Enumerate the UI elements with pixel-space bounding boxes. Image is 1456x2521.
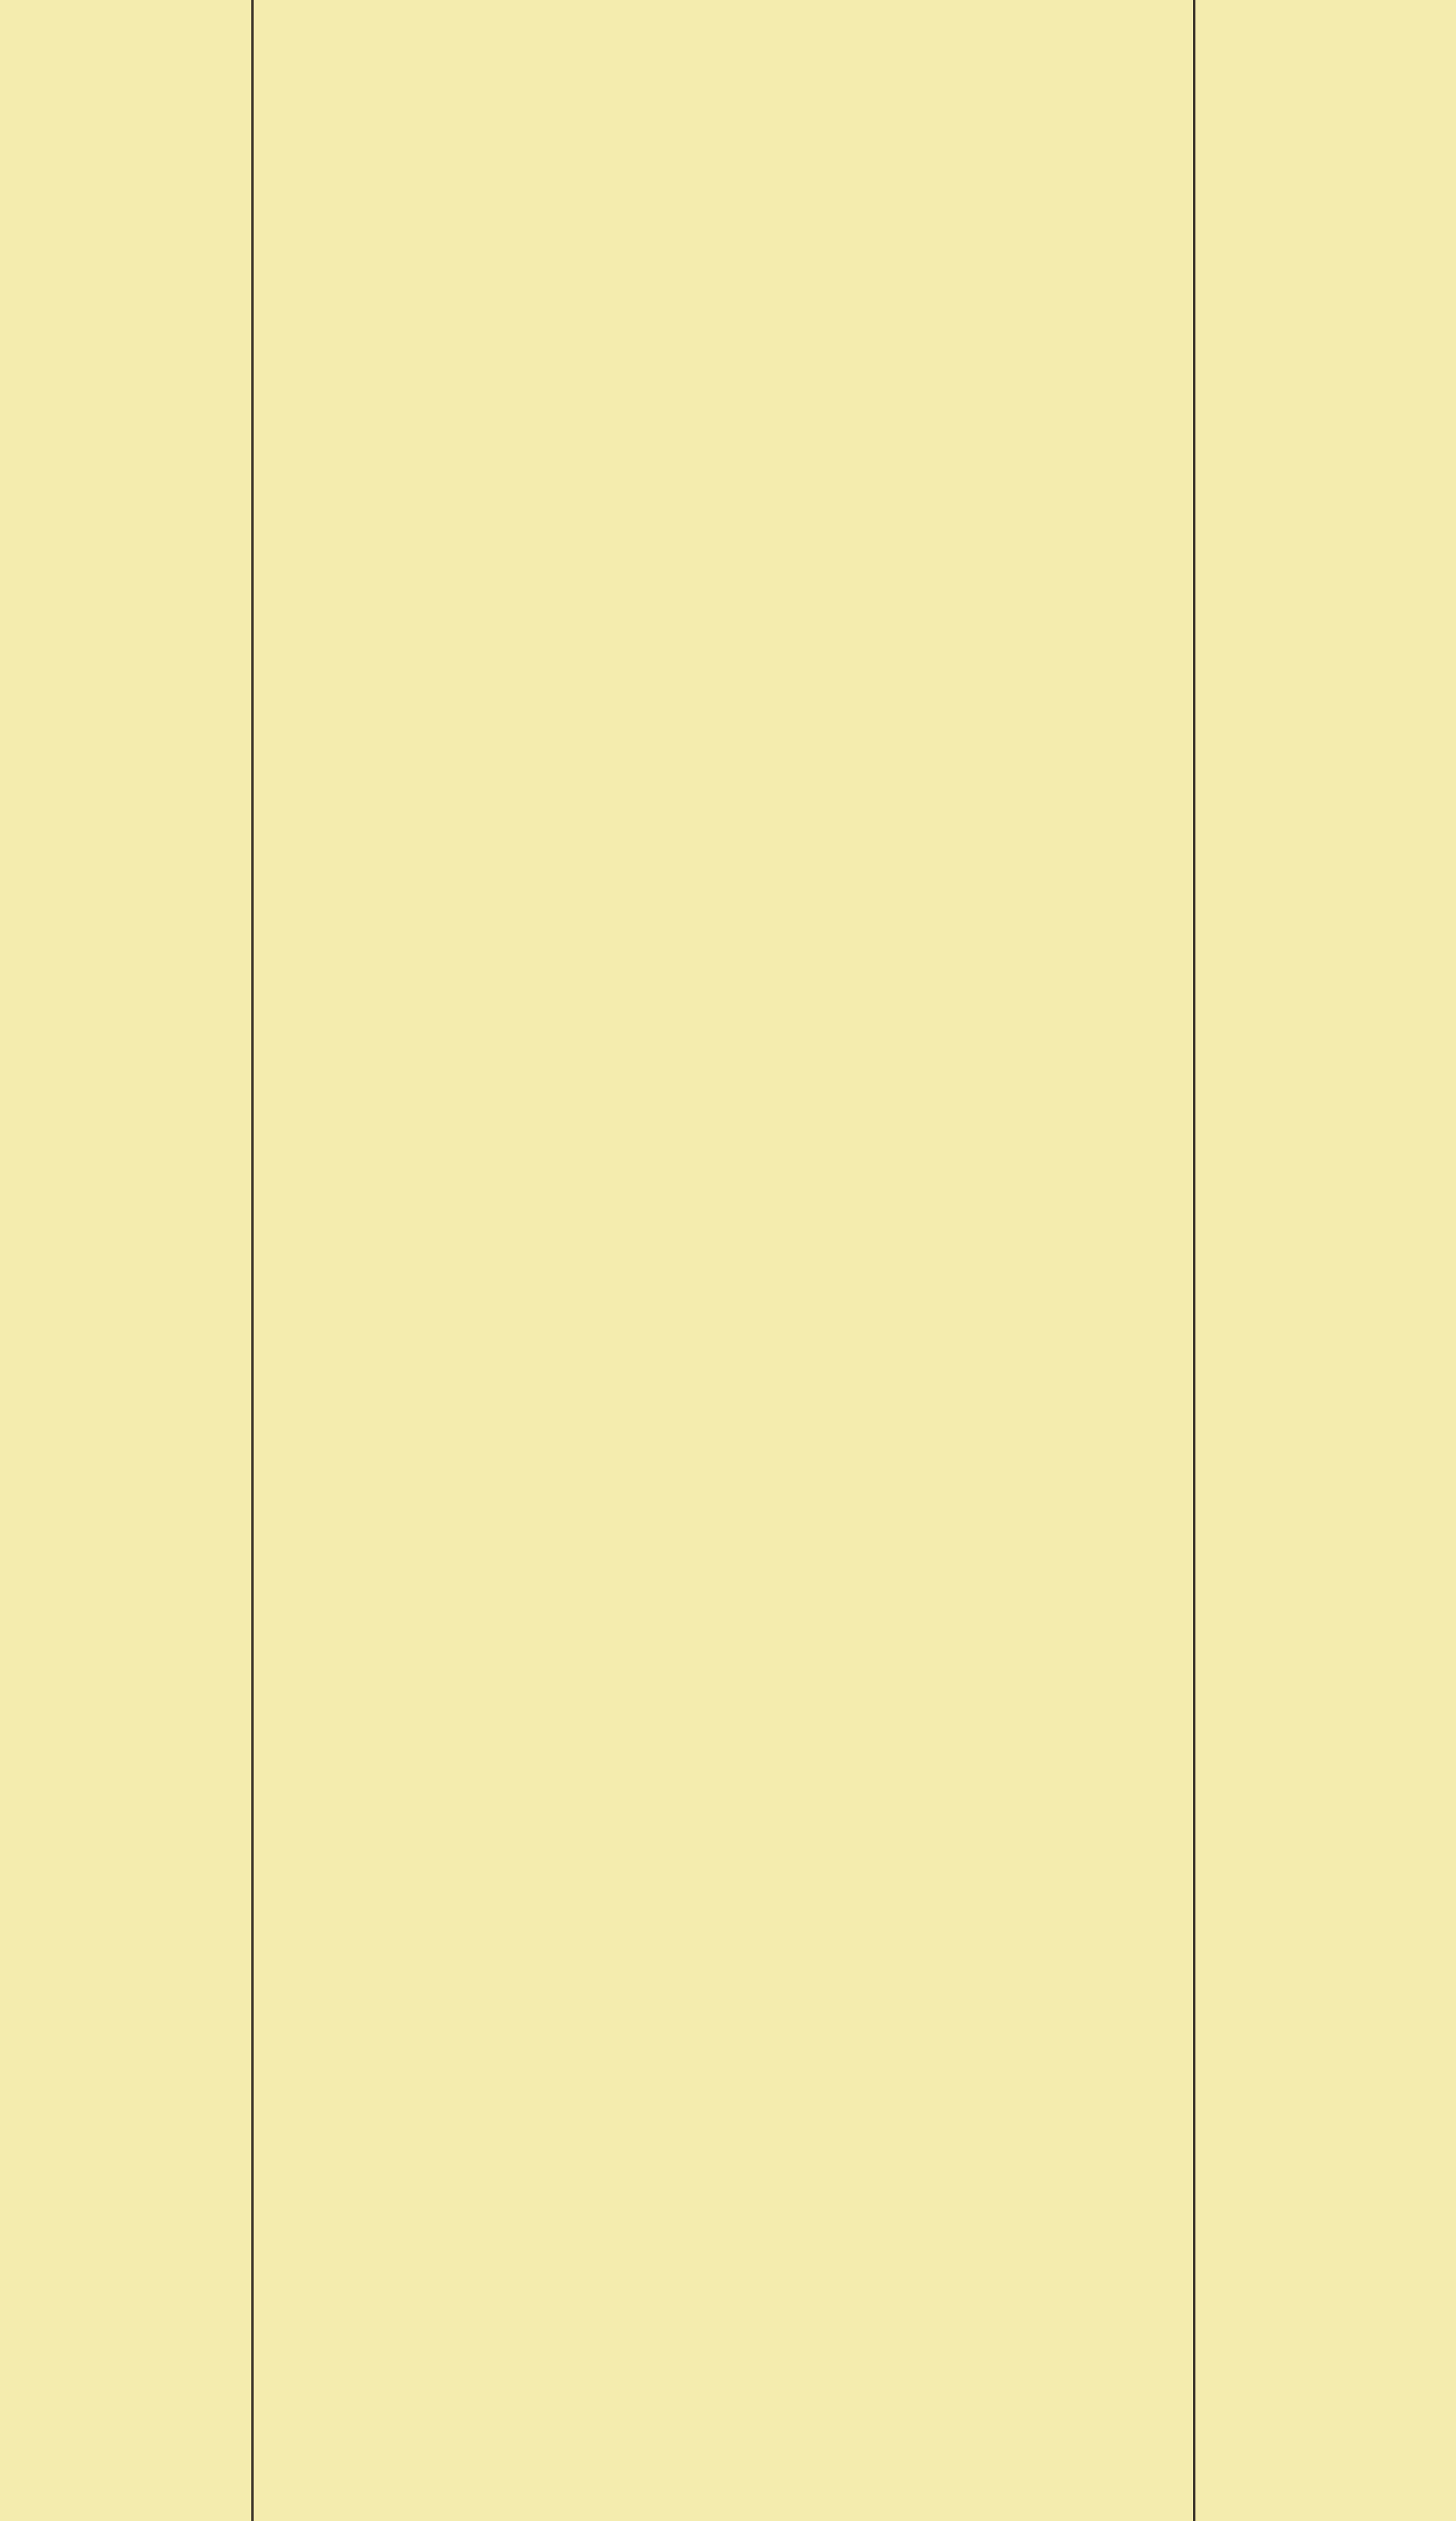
column-rule-right xyxy=(1193,0,1195,2521)
column-rule-left xyxy=(251,0,254,2521)
